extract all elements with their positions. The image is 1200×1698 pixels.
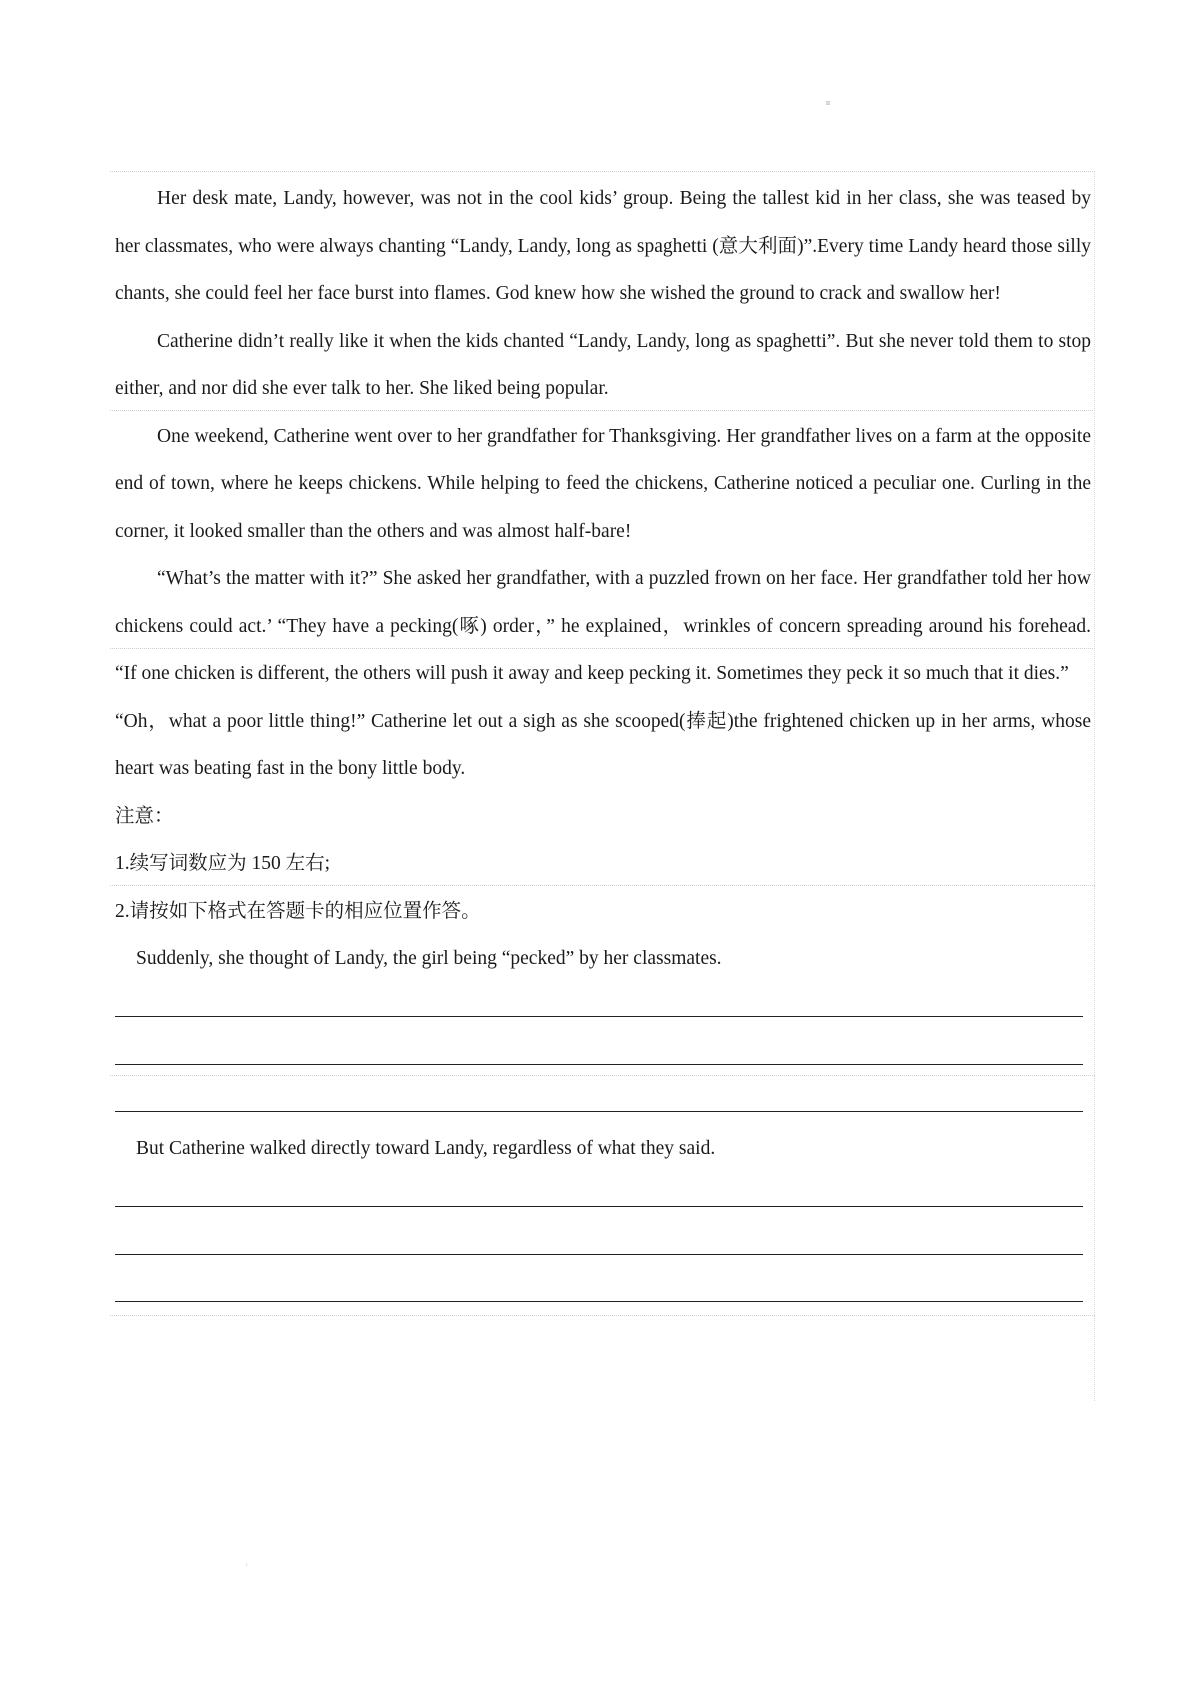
answer-line	[115, 1173, 1091, 1221]
answer-line	[115, 1030, 1091, 1078]
passage-paragraph-5: “Oh，what a poor little thing!” Catherine let out a sigh as she scooped(捧起)the frightened chicken up in her arms, whose heart was beating fast in the bony little body.	[115, 710, 1091, 779]
page-rule	[110, 171, 1095, 172]
note-item-2: 2.请按如下格式在答题卡的相应位置作答。	[115, 900, 481, 922]
notes-heading: 注意：	[115, 805, 174, 827]
page-side-rule	[1094, 171, 1095, 1401]
note-item-1: 1.续写词数应为 150 左右;	[115, 853, 331, 874]
answer-line	[115, 1220, 1091, 1268]
passage-paragraph-2: Catherine didn’t really like it when the kids chanted “Landy, Landy, long as spaghetti”. But she never told them to stop either, and nor did she ever talk to her. She liked being popular.	[115, 330, 1091, 399]
page-rule	[110, 1315, 1095, 1316]
answer-line	[115, 983, 1091, 1031]
continuation-prompt-2: But Catherine walked directly toward Landy, regardless of what they said.	[136, 1138, 716, 1159]
continuation-prompt-1: Suddenly, she thought of Landy, the girl being “pecked” by her classmates.	[136, 948, 722, 969]
passage-paragraph-1: Her desk mate, Landy, however, was not in the cool kids’ group. Being the tallest kid in her class, she was teased by her classmates, who were always chanting “Landy, Landy, long as spaghetti (意大利面)”.Every time Landy heard those silly chants, she could feel her face burst into flames. God knew how she wished the ground to crack and swallow her!	[115, 188, 1091, 304]
footer-mark: :	[246, 1562, 248, 1568]
answer-line	[115, 1078, 1091, 1126]
main-content	[115, 175, 1091, 1315]
passage-paragraph-3: One weekend, Catherine went over to her grandfather for Thanksgiving. Her grandfather lives on a farm at the opposite end of town, where he keeps chickens. While helping to feed the chickens, Catherine noticed a peculiar one. Curling in the corner, it looked smaller than the others and was almost half-bare!	[115, 425, 1091, 542]
passage-paragraph-4: “What’s the matter with it?” She asked her grandfather, with a puzzled frown on her face. Her grandfather told her how chickens could act.’ “They have a pecking(啄) order，” he explained，wrinkles of concern spreading around his forehead. “If one chicken is different, the others will push it away and keep pecking it. Sometimes they peck it so much that it dies.”	[115, 568, 1091, 684]
header-mark: II	[826, 101, 830, 107]
answer-line	[115, 1268, 1091, 1316]
